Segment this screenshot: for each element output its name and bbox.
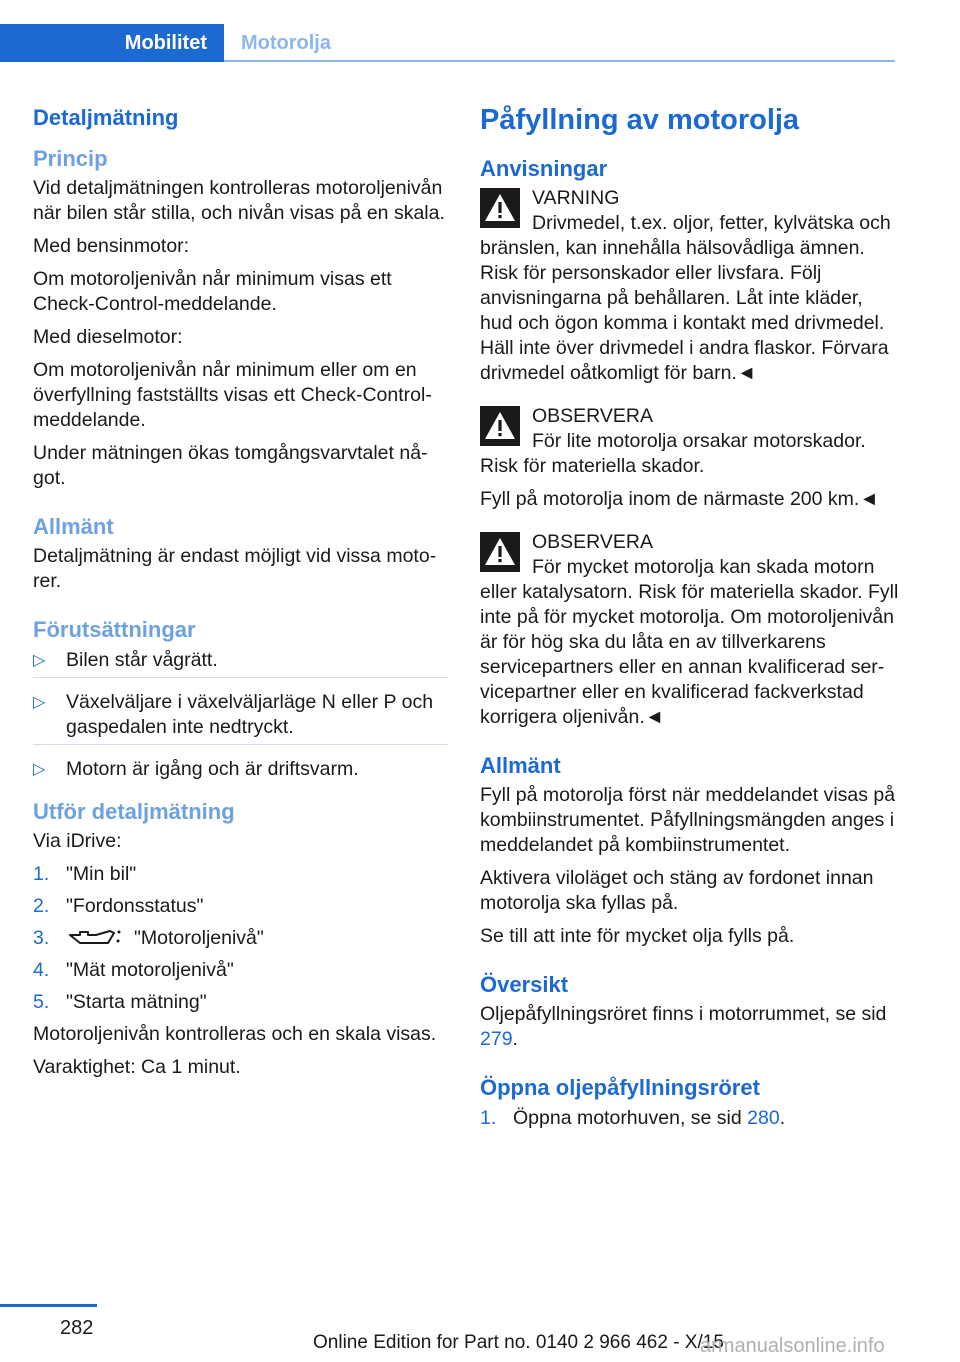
list-item: ▷ Motorn är igång och är driftsvarm.	[33, 758, 359, 780]
heading-anvisningar: Anvisningar	[480, 156, 608, 181]
page-number: 282	[60, 1317, 94, 1339]
caution-text: För mycket motorolja kan skada motorn eller katalysatorn. Risk för materiella skador. Fyll inte på för mycket motorolja. Om motoroljenivån är för hög ska du låta en av tillverkarens servicepartners eller en annan kvalificerad servicepartner eller en kvalificerad fackverkstad korrigera oljenivån.◄	[480, 556, 899, 728]
page-reference-link[interactable]: 279	[480, 1028, 513, 1050]
caution-label: OBSERVERA	[532, 531, 654, 553]
page-reference-link[interactable]: 280	[747, 1107, 780, 1129]
oil-can-icon	[66, 927, 126, 947]
heading-oppna: Öppna oljepåfyllningsröret	[480, 1075, 760, 1100]
right-column	[480, 98, 900, 1138]
heading-utfor: Utför detaljmätning	[33, 799, 235, 824]
list-item: ▷ Växelväljare i växelväljarläge N eller P och gaspedalen inte nedtryckt.	[33, 690, 448, 745]
warning-block	[480, 186, 900, 386]
tab-motorolja-label: Motorolja	[241, 31, 331, 54]
list-item: 3. "Motoroljenivå"	[33, 927, 264, 949]
paragraph: Om motoroljenivån når minimum visas ett Check-Control-meddelande.	[33, 268, 392, 315]
triangle-bullet-icon: ▷	[33, 761, 46, 778]
paragraph: Via iDrive:	[33, 830, 122, 852]
tab-mobilitet-label: Mobilitet	[124, 31, 207, 54]
steps-list	[33, 862, 448, 1015]
heading-allmant-left: Allmänt	[33, 514, 114, 539]
list-item: 1. Öppna motorhuven, se sid 280.	[480, 1107, 786, 1129]
list-item: 2. "Fordonsstatus"	[33, 895, 204, 917]
paragraph: Med dieselmotor:	[33, 326, 183, 348]
paragraph: Varaktighet: Ca 1 minut.	[33, 1056, 241, 1078]
list-item: ▷ Bilen står vågrätt.	[33, 648, 448, 678]
heading-forutsattningar: Förutsättningar	[33, 617, 196, 642]
steps-list	[480, 1106, 900, 1131]
list-item: 1. "Min bil"	[33, 863, 137, 885]
list-item: 5. "Starta mätning"	[33, 991, 207, 1013]
tab-motorolja[interactable]	[224, 24, 331, 62]
heading-oversikt: Översikt	[480, 972, 569, 997]
page-title: Påfyllning av motorolja	[480, 104, 800, 136]
triangle-bullet-icon: ▷	[33, 694, 46, 711]
requirements-list	[33, 648, 448, 786]
footer-divider	[0, 1304, 97, 1307]
header-divider	[224, 60, 895, 62]
paragraph: Detaljmätning är endast möjligt vid vissa motorer.	[33, 545, 437, 592]
left-column	[33, 98, 448, 1088]
page-header	[0, 0, 895, 62]
triangle-bullet-icon: ▷	[33, 652, 46, 669]
warning-triangle-icon	[480, 406, 520, 446]
caution-block	[480, 530, 900, 730]
caution-text: För lite motorolja orsakar motorskador. Risk för materiella skador.	[480, 430, 866, 477]
edition-text: Online Edition for Part no. 0140 2 966 462 - X/15	[313, 1332, 724, 1353]
list-item: 4. "Mät motoroljenivå"	[33, 959, 234, 981]
warning-triangle-icon	[480, 188, 520, 228]
heading-princip: Princip	[33, 146, 108, 171]
warning-label: VARNING	[532, 187, 620, 209]
warning-triangle-icon	[480, 532, 520, 572]
section-title-detaljmatning: Detaljmätning	[33, 105, 179, 130]
paragraph: Vid detaljmätningen kontrolleras motoroljenivån när bilen står stilla, och nivån visas på en skala.	[33, 177, 445, 224]
caution-text: Fyll på motorolja inom de närmaste 200 km.◄	[480, 488, 879, 510]
paragraph: Oljepåfyllningsröret finns i motorrummet, se sid 279.	[480, 1003, 887, 1050]
watermark: armanualsonline.info	[700, 1335, 885, 1357]
paragraph: Med bensinmotor:	[33, 235, 190, 257]
warning-text: Drivmedel, t.ex. oljor, fetter, kylvätska och bränslen, kan innehålla hälsovådliga ämnen. Risk för personskador eller livsfara. Följ anvisningarna på behållaren. Låt inte kläder, hud och ögon komma i kontakt med drivmedel. Häll inte över drivmedel i andra flaskor. Förvara drivmedel oåtkomligt för barn.◄	[480, 212, 891, 384]
tab-mobilitet[interactable]	[0, 24, 224, 62]
paragraph: Under mätningen ökas tomgångsvarvtalet något.	[33, 442, 428, 489]
heading-allmant-right: Allmänt	[480, 753, 561, 778]
paragraph: Om motoroljenivån når minimum eller om en överfyllning fastställts visas ett Check-Control-meddelande.	[33, 359, 432, 431]
caution-label: OBSERVERA	[532, 405, 654, 427]
paragraph: Aktivera viloläget och stäng av fordonet innan motorolja ska fyllas på.	[480, 867, 874, 914]
paragraph: Motoroljenivån kontrolleras och en skala visas.	[33, 1023, 437, 1045]
paragraph: Fyll på motorolja först när meddelandet visas på kombiinstrumentet. Påfyllningsmängden anges i meddelandet på kombiinstrumentet.	[480, 784, 896, 856]
caution-block	[480, 404, 900, 512]
paragraph: Se till att inte för mycket olja fylls på.	[480, 925, 795, 947]
